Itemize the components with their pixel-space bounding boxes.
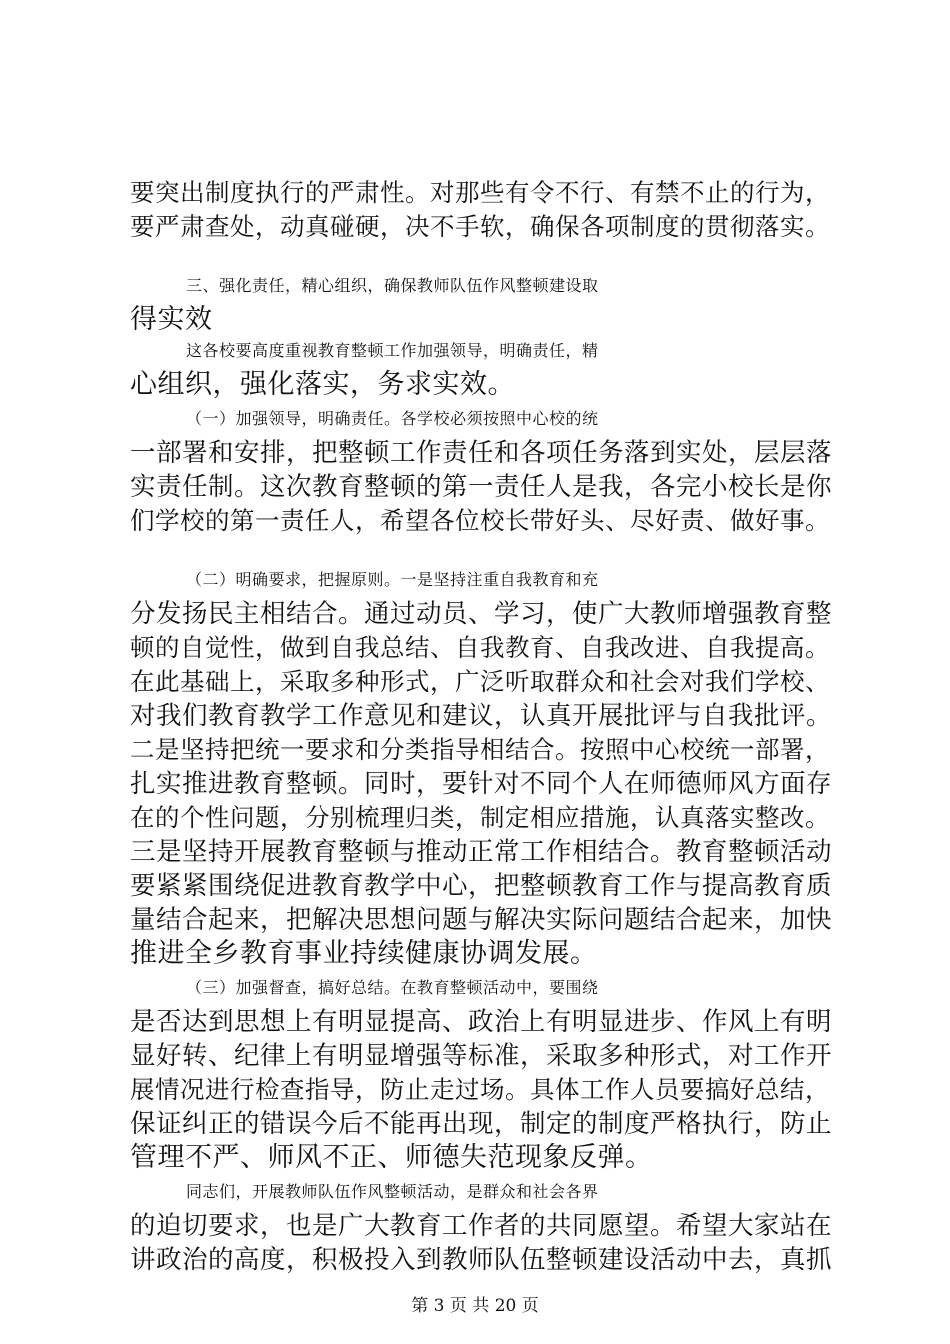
page-number-footer: 第 3 页 共 20 页 [411, 1296, 539, 1316]
paragraph-line: 是否达到思想上有明显提高、政治上有明显进步、作风上有明 [130, 1007, 833, 1037]
paragraph-line: 们学校的第一责任人，希望各位校长带好头、尽好责、做好事。 [130, 506, 830, 535]
paragraph-line: 保证纠正的错误今后不能再出现，制定的制度严格执行，防止 [130, 1109, 833, 1139]
paragraph-line: 的迫切要求，也是广大教育工作者的共同愿望。希望大家站在 [130, 1211, 833, 1241]
paragraph-line: 在此基础上，采取多种形式，广泛听取群众和社会对我们学校、 [130, 667, 830, 696]
paragraph-line: 在的个性问题，分别梳理归类，制定相应措施，认真落实整改。 [130, 803, 830, 832]
paragraph-line: 管理不严、师风不正、师德失范现象反弹。 [130, 1142, 653, 1173]
paragraph-line: 讲政治的高度，积极投入到教师队伍整顿建设活动中去，真抓 [130, 1245, 833, 1275]
paragraph-line: 要突出制度执行的严肃性。对那些有令不行、有禁不止的行为， [130, 178, 830, 207]
paragraph-line: 要紧紧围绕促进教育教学中心，把整顿教育工作与提高教育质 [130, 871, 833, 901]
paragraph-line: 分发扬民主相结合。通过动员、学习，使广大教师增强教育整 [130, 599, 833, 629]
paragraph-line: 扎实推进教育整顿。同时，要针对不同个人在师德师风方面存 [130, 769, 833, 799]
paragraph-line: 心组织，强化落实，务求实效。 [130, 369, 515, 400]
paragraph-line: 展情况进行检查指导，防止走过场。具体工作人员要搞好总结， [130, 1075, 830, 1104]
paragraph-line: 这各校要高度重视教育整顿工作加强领导，明确责任，精 [186, 341, 599, 360]
section-heading-line: 得实效 [130, 304, 213, 335]
paragraph-line: 一部署和安排，把整顿工作责任和各项任务落到实处，层层落 [130, 438, 833, 468]
paragraph-line: （二）明确要求，把握原则。一是坚持注重自我教育和充 [186, 570, 599, 589]
paragraph-line: （一）加强领导，明确责任。各学校必须按照中心校的统 [186, 409, 599, 428]
paragraph-line: 二是坚持把统一要求和分类指导相结合。按照中心校统一部署， [130, 735, 830, 764]
section-heading-line: 三、强化责任，精心组织，确保教师队伍作风整顿建设取 [186, 276, 599, 295]
paragraph-line: 要严肃查处，动真碰硬，决不手软，确保各项制度的贯彻落实。 [130, 212, 830, 241]
paragraph-line: 对我们教育教学工作意见和建议，认真开展批评与自我批评。 [130, 701, 833, 731]
paragraph-line: 推进全乡教育事业持续健康协调发展。 [130, 938, 598, 969]
paragraph-line: 三是坚持开展教育整顿与推动正常工作相结合。教育整顿活动 [130, 837, 833, 867]
paragraph-line: 实责任制。这次教育整顿的第一责任人是我，各完小校长是你 [130, 472, 833, 502]
paragraph-line: 显好转、纪律上有明显增强等标准，采取多种形式，对工作开 [130, 1041, 833, 1071]
paragraph-line: 顿的自觉性，做到自我总结、自我教育、自我改进、自我提高。 [130, 633, 830, 662]
paragraph-line: （三）加强督查，搞好总结。在教育整顿活动中，要围绕 [186, 978, 599, 997]
paragraph-line: 量结合起来，把解决思想问题与解决实际问题结合起来，加快 [130, 905, 833, 935]
paragraph-line: 同志们，开展教师队伍作风整顿活动，是群众和社会各界 [186, 1182, 599, 1201]
